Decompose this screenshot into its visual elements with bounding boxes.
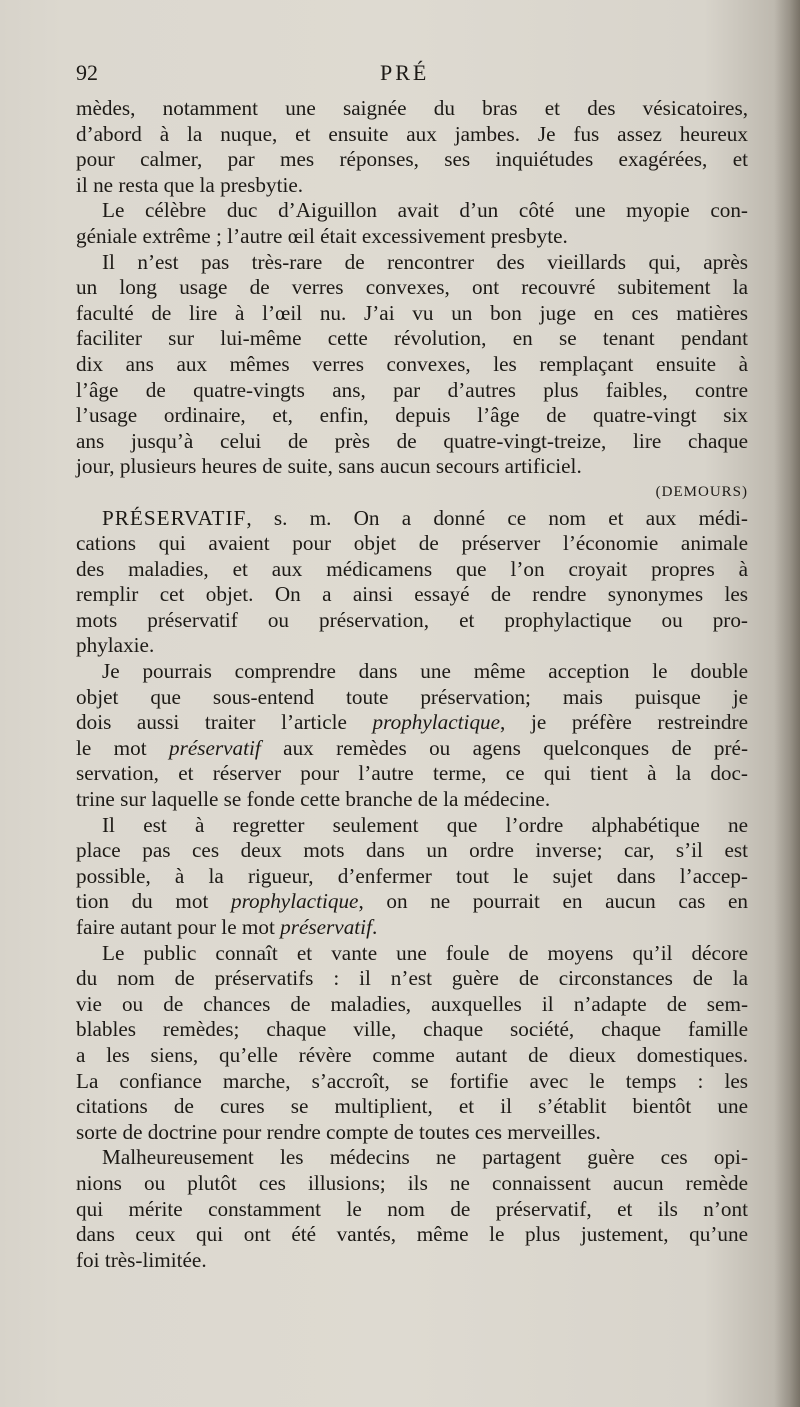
text-line: a les siens, qu’elle révère comme autant de dieux domestiques. [76,1042,748,1067]
text-line: Je pourrais comprendre dans une même acception le double [102,659,748,684]
text-line: servation, et réserver pour l’autre terme, ce qui tient à la doc- [76,761,748,786]
text-line: l’âge de quatre-vingts ans, par d’autres plus faibles, contre [76,377,748,402]
text-line [76,736,748,762]
text-line: faculté de lire à l’œil nu. J’ai vu un bon juge en ces matières [76,300,748,325]
paragraph-malheureusement [76,1145,748,1273]
text-line [76,710,748,736]
author-signature: (DEMOURS) [655,483,748,500]
italic-term: préservatif [280,915,372,939]
text-line: ans jusqu’à celui de près de quatre-vingt-treize, lire chaque [76,428,748,453]
text-line: remplir cet objet. On a ainsi essayé de rendre synonymes les [76,582,748,607]
paragraph-aiguillon [76,198,748,249]
text-line: dans ceux qui ont été vantés, même le plus justement, qu’une [76,1222,748,1247]
paragraph-comprendre [76,659,748,813]
paragraph-remedes [76,96,748,198]
entry-definition-start: , s. m. On a donné ce nom et aux médi- [246,505,748,530]
text-line: pour calmer, par mes réponses, ses inquiétudes exagérées, et [76,147,748,172]
text-line: citations de cures se multiplient, et il s’établit bientôt une [76,1094,748,1119]
text-line: Il n’est pas très-rare de rencontrer des vieillards qui, après [102,249,748,274]
page-header [76,60,748,96]
entry-preservatif [76,506,748,660]
text-line: Il est à regretter seulement que l’ordre alphabétique ne [102,812,748,837]
text-line: Malheureusement les médecins ne partagent guère ces opi- [102,1145,748,1170]
text-line: du nom de préservatifs : il n’est guère de circonstances de la [76,966,748,991]
page-text [76,60,748,1273]
text-line: l’usage ordinaire, et, enfin, depuis l’âge de quatre-vingt six [76,403,748,428]
text-line: vie ou de chances de maladies, auxquelles il n’adapte de sem- [76,991,748,1016]
text-fragment: . [371,915,378,939]
text-line: sorte de doctrine pour rendre compte de toutes ces merveilles. [76,1119,601,1144]
text-fragment: , on ne pourrait en aucun cas en [358,889,748,914]
text-line: foi très-limitée. [76,1247,207,1272]
paragraph-public [76,941,748,1146]
text-line: des maladies, et aux médicamens que l’on croyait propres à [76,556,748,581]
text-line [76,889,748,915]
text-line: objet que sous-entend toute préservation; mais puisque je [76,684,748,709]
text-line: La confiance marche, s’accroît, se fortifie avec le temps : les [76,1068,748,1093]
paragraph-regretter [76,813,748,941]
entry-headword: PRÉSERVATIF [102,505,247,530]
text-line: nions ou plutôt ces illusions; ils ne connaissent aucun remède [76,1170,748,1195]
text-line: Le célèbre duc d’Aiguillon avait d’un côté une myopie con- [102,198,748,223]
text-line: cations qui avaient pour objet de préserver l’économie animale [76,531,748,556]
text-line: trine sur laquelle se fonde cette branche de la médecine. [76,787,551,812]
text-fragment: dois aussi traiter l’article [76,710,373,735]
text-fragment: faire autant pour le mot [76,915,281,939]
text-line: phylaxie. [76,633,155,658]
page-number: 92 [76,60,98,85]
text-line: possible, à la rigueur, d’enfermer tout le sujet dans l’accep- [76,863,748,888]
entry-first-line [76,506,748,532]
text-line: faciliter sur lui-même cette révolution, en se tenant pendant [76,326,748,351]
text-line: blables remèdes; chaque ville, chaque société, chaque famille [76,1017,748,1042]
text-line: mots préservatif ou préservation, et prophylactique ou pro- [76,607,748,632]
running-head: PRÉ [380,60,430,85]
text-line: place pas ces deux mots dans un ordre inverse; car, s’il est [76,838,748,863]
text-fragment: le mot [76,735,169,760]
text-line: un long usage de verres convexes, ont recouvré subitement la [76,275,748,300]
text-line [76,915,748,941]
text-line: qui mérite constamment le nom de préservatif, et ils n’ont [76,1196,748,1221]
text-line: dix ans aux mêmes verres convexes, les remplaçant ensuite à [76,351,748,376]
italic-term: prophylactique [372,710,501,735]
text-line: géniale extrême ; l’autre œil était excessivement presbyte. [76,223,568,248]
text-fragment: aux remèdes ou agens quelconques de pré- [260,735,748,760]
text-line: jour, plusieurs heures de suite, sans aucun secours artificiel. [76,454,582,479]
text-line: d’abord à la nuque, et ensuite aux jambes. Je fus assez heureux [76,121,748,146]
text-line: mèdes, notamment une saignée du bras et des vésicatoires, [76,96,748,120]
text-line: Le public connaît et vante une foule de moyens qu’il décore [102,940,748,965]
text-fragment: tion du mot [76,889,231,914]
text-fragment: , je préfère restreindre [500,710,748,735]
text-line: il ne resta que la presbytie. [76,172,304,197]
italic-term: préservatif [169,735,261,760]
italic-term: prophylactique [230,889,359,914]
paragraph-vieillards [76,250,748,480]
